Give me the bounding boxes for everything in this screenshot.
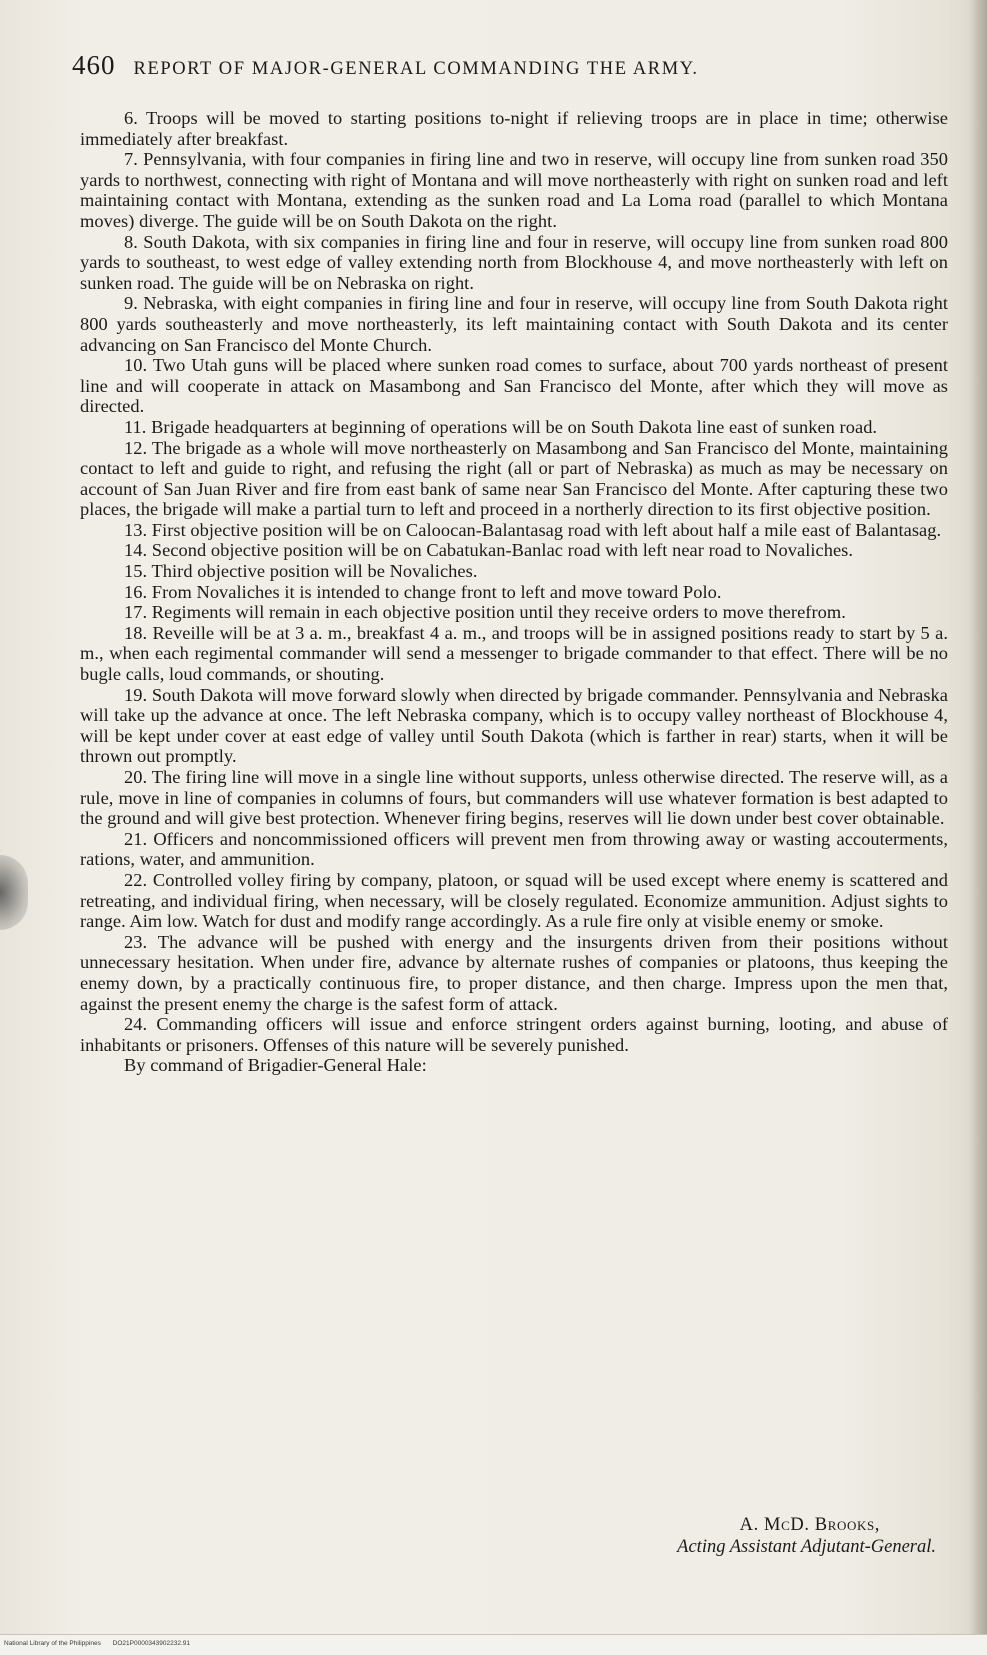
paragraph-9: 9. Nebraska, with eight companies in firing line and four in reserve, will occupy line from South Dakota right 800 yards southeasterly and move northeasterly, its left maintaining contact with South Dakota and its center advancing on San Francisco del Monte Church. (80, 293, 948, 355)
running-title: REPORT OF MAJOR-GENERAL COMMANDING THE ARMY. (133, 59, 699, 79)
footer-code: DO21P0000343902232.91 (112, 1640, 191, 1647)
paragraph-15: 15. Third objective position will be Novaliches. (124, 561, 478, 582)
paragraph-19: 19. South Dakota will move forward slowly when directed by brigade commander. Pennsylvania and Nebraska will take up the advance at once. The left Nebraska company, which is to occupy valley northeast of Blockhouse 4, will be kept under cover at east edge of valley until South Dakota (which is farther in rear) starts, when it will be thrown out promptly. (80, 684, 948, 767)
signatory-title: Acting Assistant Adjutant-General. (677, 1537, 936, 1557)
paragraph-17: 17. Regiments will remain in each objective position until they receive orders to move therefrom. (124, 602, 846, 623)
paragraph-12: 12. The brigade as a whole will move northeasterly on Masambong and San Francisco del Monte, maintaining contact to left and guide to right, and refusing the right (all or part of Nebraska) as much as may be necessary on account of San Juan River and fire from east bank of same near San Francisco del Monte. After capturing these two places, the brigade will make a partial turn to left and proceed in a northerly direction to its first objective position. (80, 437, 948, 520)
footer-text (4, 1640, 190, 1647)
paragraph-20: 20. The firing line will move in a single line without supports, unless otherwise directed. The reserve will, as a rule, move in line of companies in columns of fours, but commanders will use whatever formation is best adapted to the ground and will give best protection. Whenever firing begins, reserves will lie down under best cover obtainable. (80, 767, 948, 829)
paragraph-8: 8. South Dakota, with six companies in firing line and four in reserve, will occupy line from sunken road 800 yards to southeast, to west edge of valley extending north from Blockhouse 4, and move northeasterly with left on sunken road. The guide will be on Nebraska on right. (80, 231, 948, 293)
footer-library: National Library of the Philippines (4, 1640, 101, 1647)
paragraph-18: 18. Reveille will be at 3 a. m., breakfast 4 a. m., and troops will be in assigned positions ready to start by 5 a. m., when each regimental commander will send a messenger to brigade commander to that effect. There will be no bugle calls, loud commands, or shouting. (80, 622, 948, 685)
paragraph-16: 16. From Novaliches it is intended to change front to left and move toward Polo. (124, 581, 722, 602)
signatory-name: A. McD. Brooks, (739, 1515, 880, 1535)
paragraph-11: 11. Brigade headquarters at beginning of operations will be on South Dakota line east of sunken road. (124, 416, 878, 437)
binding-shadow (969, 0, 987, 1654)
page-number: 460 (72, 50, 116, 80)
paragraph-24: 24. Commanding officers will issue and enforce stringent orders against burning, looting, and abuse of inhabitants or prisoners. Offenses of this nature will be severely punished. (80, 1014, 948, 1055)
scan-footer (0, 1634, 987, 1655)
paragraph-22: 22. Controlled volley firing by company, platoon, or squad will be used except where enemy is scattered and retreating, and individual firing, when necessary, will be closely regulated. Economize ammunition. Adjust sights to range. Aim low. Watch for dust and modify range accordingly. As a rule fire only at visible enemy or smoke. (80, 869, 948, 932)
paragraph-21: 21. Officers and noncommissioned officers will prevent men from throwing away or wasting accouterments, rations, water, and ammunition. (80, 828, 948, 870)
paragraph-10: 10. Two Utah guns will be placed where sunken road comes to surface, about 700 yards northeast of present line and will cooperate in attack on Masambong and San Francisco del Monte, after which they will move as directed. (80, 355, 948, 417)
paragraph-13: 13. First objective position will be on Caloocan-Balantasag road with left about half a mile east of Balantasag. (124, 519, 942, 540)
paragraph-23: 23. The advance will be pushed with energy and the insurgents driven from their positions without unnecessary hesitation. When under fire, advance by alternate rushes of companies or platoons, thus keeping the enemy down, by a practically continuous fire, to proper distance, and then charge. Impress upon the men that, against the present enemy the charge is the safest form of attack. (80, 931, 948, 1014)
signature-block (560, 1514, 940, 1574)
paragraph-14: 14. Second objective position will be on Cabatukan-Banlac road with left near road to Novaliches. (124, 540, 854, 561)
page-header (72, 50, 892, 84)
closing-line: By command of Brigadier-General Hale: (124, 1055, 427, 1076)
scan-smudge (0, 855, 28, 930)
paragraph-6: 6. Troops will be moved to starting positions to-night if relieving troops are in place in time; otherwise immediately after breakfast. (80, 108, 948, 149)
document-body (80, 108, 948, 1488)
paragraph-7: 7. Pennsylvania, with four companies in firing line and two in reserve, will occupy line from sunken road 350 yards to northwest, connecting with right of Montana and will move northeasterly with right on sunken road and left maintaining contact with Montana, extending as the sunken road and La Loma road (parallel to which Montana moves) diverge. The guide will be on South Dakota on the right. (80, 149, 948, 231)
